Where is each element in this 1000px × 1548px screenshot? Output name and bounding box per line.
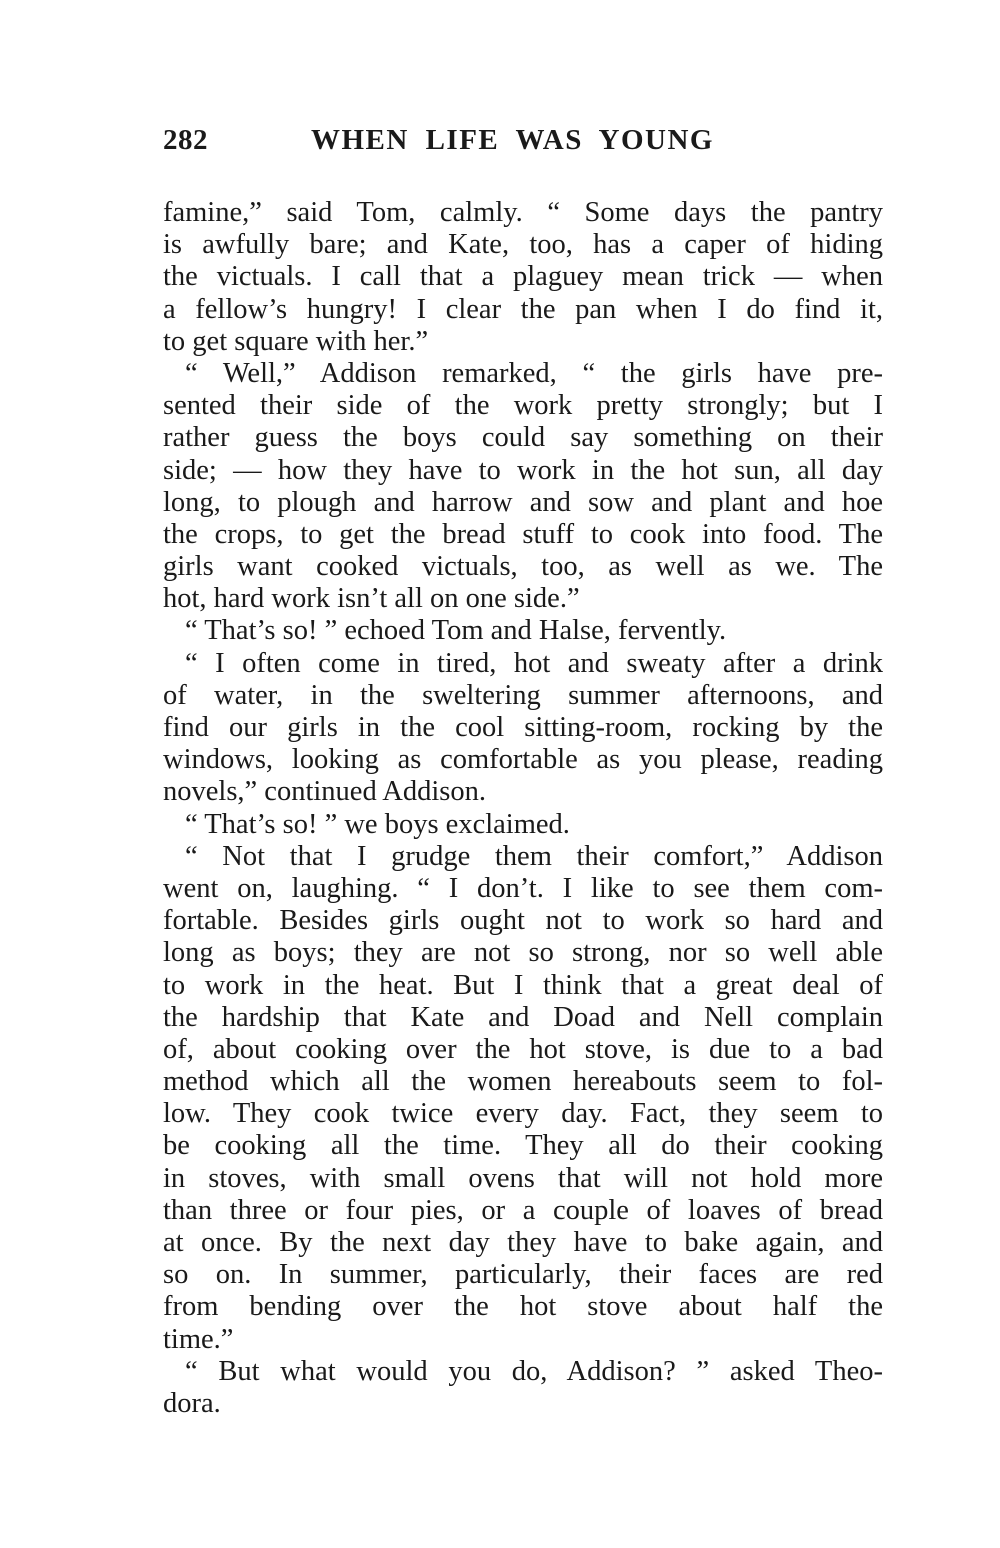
text-line: girls want cooked victuals, too, as well as we. The: [163, 551, 883, 583]
text-line: to get square with her.”: [163, 325, 429, 357]
text-line: “ Well,” Addison remarked, “ the girls have pre-: [185, 357, 883, 389]
text-line: “ But what would you do, Addison? ” asked Theo-: [185, 1355, 883, 1387]
text-line: so on. In summer, particularly, their faces are red: [163, 1259, 883, 1291]
text-line: went on, laughing. “ I don’t. I like to see them com-: [163, 872, 883, 904]
text-line: to work in the heat. But I think that a great deal of: [163, 969, 883, 1001]
text-line: of water, in the sweltering summer afternoons, and: [163, 679, 883, 711]
text-line: time.”: [163, 1323, 234, 1355]
text-line: the crops, to get the bread stuff to cook into food. The: [163, 518, 883, 550]
text-line: method which all the women hereabouts seem to fol-: [163, 1066, 883, 1098]
text-line: the hardship that Kate and Doad and Nell complain: [163, 1001, 883, 1033]
text-line: fortable. Besides girls ought not to work so hard and: [163, 905, 883, 937]
text-line: dora.: [163, 1387, 221, 1419]
text-line: find our girls in the cool sitting-room, rocking by the: [163, 712, 883, 743]
text-line: novels,” continued Addison.: [163, 776, 486, 808]
body-text: [163, 197, 883, 1420]
text-line: long as boys; they are not so strong, nor so well able: [163, 937, 883, 969]
text-line: the victuals. I call that a plaguey mean trick — when: [163, 261, 883, 293]
running-head: [163, 124, 883, 164]
text-line: a fellow’s hungry! I clear the pan when I do find it,: [163, 293, 883, 325]
text-line: windows, looking as comfortable as you please, reading: [163, 744, 883, 776]
text-line: low. They cook twice every day. Fact, they seem to: [163, 1098, 883, 1130]
text-line: from bending over the hot stove about half the: [163, 1291, 883, 1323]
text-line: sented their side of the work pretty strongly; but I: [163, 390, 883, 422]
text-line: “ That’s so! ” we boys exclaimed.: [185, 808, 570, 840]
text-line: “ That’s so! ” echoed Tom and Halse, fervently.: [185, 615, 727, 647]
text-line: than three or four pies, or a couple of loaves of bread: [163, 1194, 883, 1226]
text-line: “ I often come in tired, hot and sweaty after a drink: [185, 647, 883, 679]
text-line: side; — how they have to work in the hot sun, all day: [163, 454, 883, 486]
text-line: rather guess the boys could say something on their: [163, 422, 883, 454]
text-line: be cooking all the time. They all do their cooking: [163, 1130, 883, 1162]
text-line: famine,” said Tom, calmly. “ Some days the pantry: [163, 197, 883, 228]
text-line: in stoves, with small ovens that will not hold more: [163, 1162, 883, 1194]
book-title: WHEN LIFE WAS YOUNG: [311, 124, 714, 156]
text-line: of, about cooking over the hot stove, is due to a bad: [163, 1033, 883, 1065]
page-number: 282: [163, 124, 208, 156]
text-line: at once. By the next day they have to bake again, and: [163, 1227, 883, 1258]
text-line: hot, hard work isn’t all on one side.”: [163, 583, 580, 615]
text-line: long, to plough and harrow and sow and plant and hoe: [163, 486, 883, 518]
text-line: “ Not that I grudge them their comfort,” Addison: [185, 840, 883, 872]
text-line: is awfully bare; and Kate, too, has a caper of hiding: [163, 229, 883, 261]
